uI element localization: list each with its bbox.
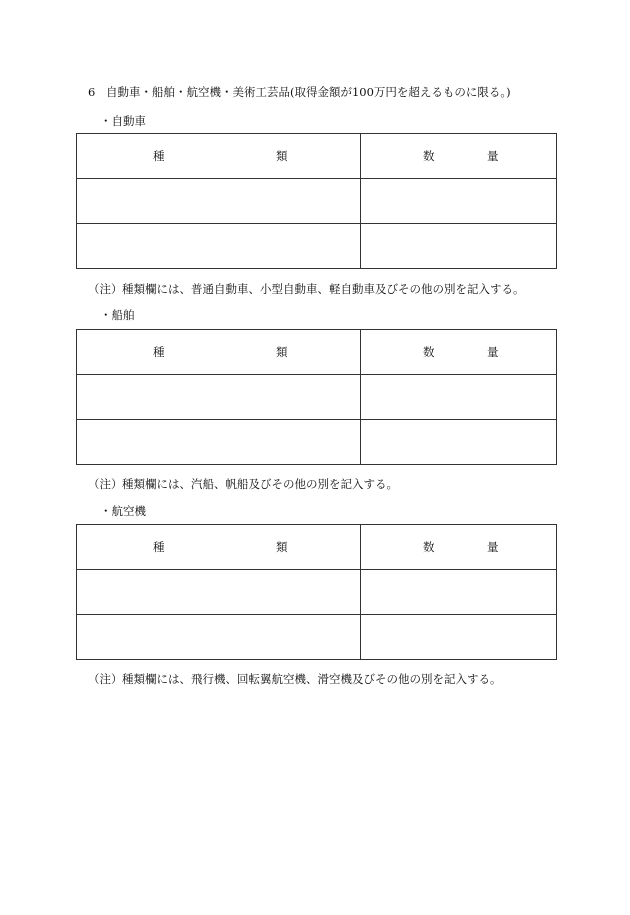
kind-header-char-2: 類 bbox=[276, 149, 288, 163]
quantity-cell[interactable] bbox=[361, 420, 557, 465]
note-ship bbox=[88, 476, 398, 492]
quantity-cell[interactable] bbox=[361, 224, 557, 269]
table-row bbox=[77, 375, 557, 420]
kind-cell[interactable] bbox=[77, 420, 361, 465]
table-header-row bbox=[77, 525, 557, 570]
kind-header-char-1: 種 bbox=[153, 345, 165, 359]
quantity-header-char-2: 量 bbox=[487, 540, 499, 554]
table-row bbox=[77, 615, 557, 660]
table-row bbox=[77, 179, 557, 224]
quantity-header bbox=[361, 330, 557, 375]
note-text: 種類欄には、飛行機、回転翼航空機、滑空機及びその他の別を記入する。 bbox=[122, 672, 502, 686]
subsection-title-automobile: ・自動車 bbox=[100, 114, 146, 128]
kind-cell[interactable] bbox=[77, 570, 361, 615]
kind-header-char-1: 種 bbox=[153, 149, 165, 163]
subsection-title-aircraft: ・航空機 bbox=[100, 504, 146, 518]
note-text: 種類欄には、普通自動車、小型自動車、軽自動車及びその他の別を記入する。 bbox=[122, 282, 525, 296]
quantity-header-char-1: 数 bbox=[423, 540, 435, 554]
subsection-title-ship: ・船舶 bbox=[100, 308, 135, 322]
aircraft-table bbox=[76, 524, 557, 660]
kind-cell[interactable] bbox=[77, 224, 361, 269]
quantity-cell[interactable] bbox=[361, 570, 557, 615]
ship-table bbox=[76, 329, 557, 465]
note-automobile bbox=[88, 281, 525, 297]
table-row bbox=[77, 420, 557, 465]
note-text: 種類欄には、汽船、帆船及びその他の別を記入する。 bbox=[122, 477, 398, 491]
table-header-row bbox=[77, 330, 557, 375]
kind-cell[interactable] bbox=[77, 615, 361, 660]
kind-cell[interactable] bbox=[77, 179, 361, 224]
kind-header bbox=[77, 134, 361, 179]
section-heading bbox=[88, 84, 511, 100]
table-row bbox=[77, 570, 557, 615]
section-number: 6 bbox=[88, 85, 96, 99]
quantity-cell[interactable] bbox=[361, 179, 557, 224]
quantity-header bbox=[361, 525, 557, 570]
quantity-header-char-1: 数 bbox=[423, 345, 435, 359]
quantity-header-char-2: 量 bbox=[487, 149, 499, 163]
quantity-cell[interactable] bbox=[361, 375, 557, 420]
automobile-table bbox=[76, 133, 557, 269]
kind-header bbox=[77, 525, 361, 570]
quantity-header-char-2: 量 bbox=[487, 345, 499, 359]
quantity-header-char-1: 数 bbox=[423, 149, 435, 163]
section-heading-text: 自動車・船舶・航空機・美術工芸品(取得金額が100万円を超えるものに限る。) bbox=[106, 85, 511, 99]
kind-cell[interactable] bbox=[77, 375, 361, 420]
kind-header-char-1: 種 bbox=[153, 540, 165, 554]
note-mark: （注） bbox=[88, 672, 123, 686]
kind-header-char-2: 類 bbox=[276, 540, 288, 554]
kind-header bbox=[77, 330, 361, 375]
quantity-cell[interactable] bbox=[361, 615, 557, 660]
note-mark: （注） bbox=[88, 477, 123, 491]
table-row bbox=[77, 224, 557, 269]
quantity-header bbox=[361, 134, 557, 179]
note-aircraft bbox=[88, 671, 502, 687]
note-mark: （注） bbox=[88, 282, 123, 296]
table-header-row bbox=[77, 134, 557, 179]
kind-header-char-2: 類 bbox=[276, 345, 288, 359]
